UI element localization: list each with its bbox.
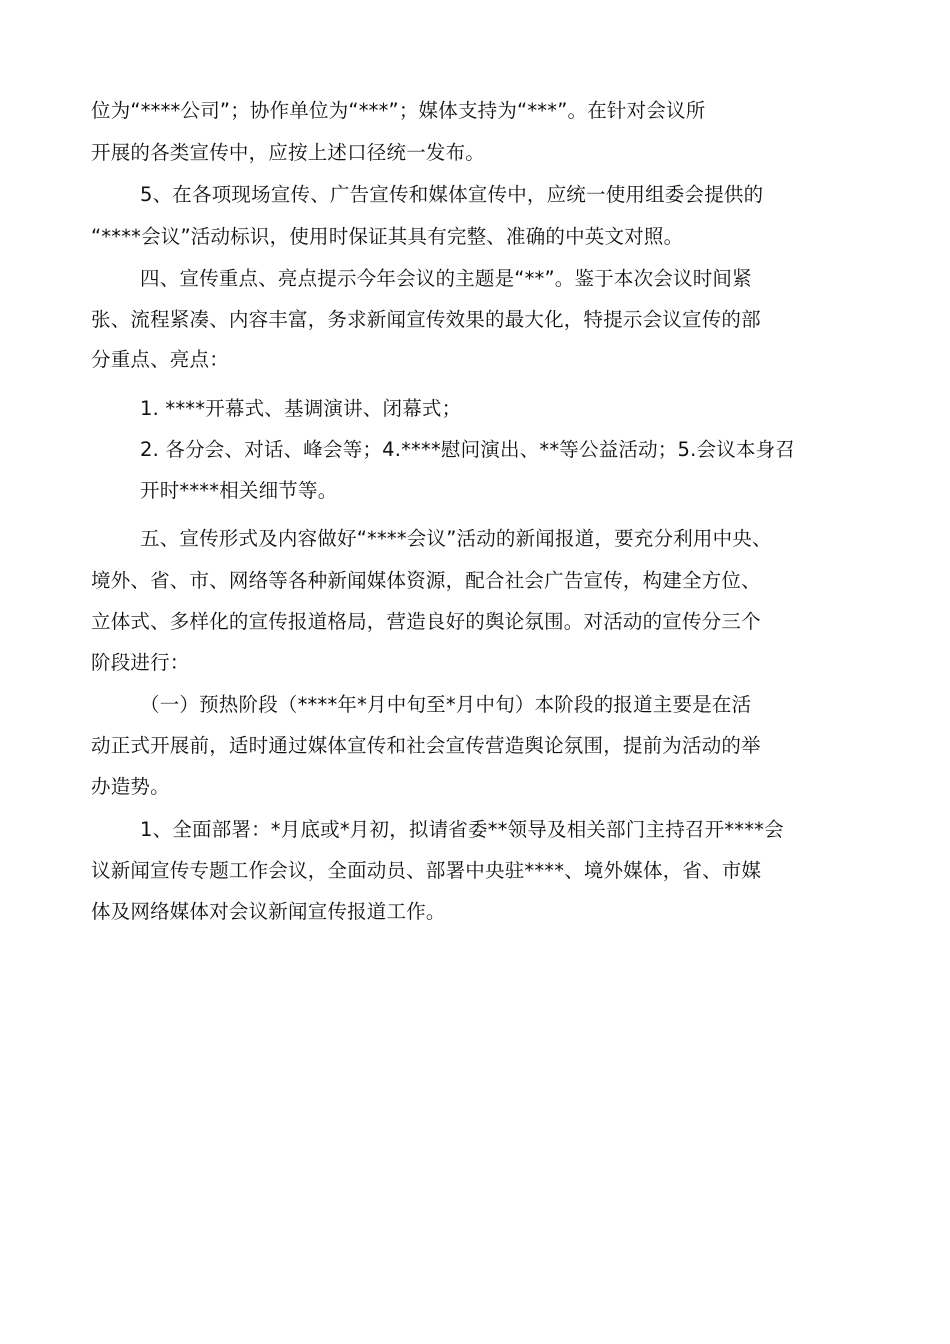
text-line: 五、宣传形式及内容做好“****会议”活动的新闻报道，要充分利用中央、 (140, 527, 772, 550)
text-line: 动正式开展前，适时通过媒体宣传和社会宣传营造舆论氛围，提前为活动的举 (91, 734, 761, 757)
list-item-continued: 开时****相关细节等。 (140, 479, 338, 502)
text-line: 阶段进行： (91, 651, 190, 674)
list-item: 2. 各分会、对话、峰会等；4.****慰问演出、**等公益活动；5.会议本身召 (140, 438, 796, 461)
text-line: 立体式、多样化的宣传报道格局，营造良好的舆论氛围。对活动的宣传分三个 (91, 610, 761, 633)
text-line: 体及网络媒体对会议新闻宣传报道工作。 (91, 900, 446, 923)
text-line: 四、宣传重点、亮点提示今年会议的主题是“**”。鉴于本次会议时间紧 (140, 267, 752, 290)
text-line: 位为“****公司”；协作单位为“***”；媒体支持为“***”。在针对会议所 (91, 99, 706, 122)
text-line: “****会议”活动标识，使用时保证其具有完整、准确的中英文对照。 (91, 225, 684, 248)
list-item: 1. ****开幕式、基调演讲、闭幕式； (140, 397, 462, 420)
text-line: 办造势。 (91, 775, 170, 798)
text-line: 5、在各项现场宣传、广告宣传和媒体宣传中，应统一使用组委会提供的 (140, 183, 764, 206)
text-line: 分重点、亮点： (91, 348, 229, 371)
text-line: 境外、省、市、网络等各种新闻媒体资源，配合社会广告宣传，构建全方位、 (91, 569, 761, 592)
text-line: 开展的各类宣传中，应按上述口径统一发布。 (91, 141, 486, 164)
text-line: 张、流程紧凑、内容丰富，务求新闻宣传效果的最大化，特提示会议宣传的部 (91, 308, 761, 331)
text-line: 1、全面部署：*月底或*月初，拟请省委**领导及相关部门主持召开****会 (140, 818, 784, 841)
text-line: 议新闻宣传专题工作会议，全面动员、部署中央驻****、境外媒体，省、市媒 (91, 859, 762, 882)
text-line: （一）预热阶段（****年*月中旬至*月中旬）本阶段的报道主要是在活 (140, 693, 752, 716)
